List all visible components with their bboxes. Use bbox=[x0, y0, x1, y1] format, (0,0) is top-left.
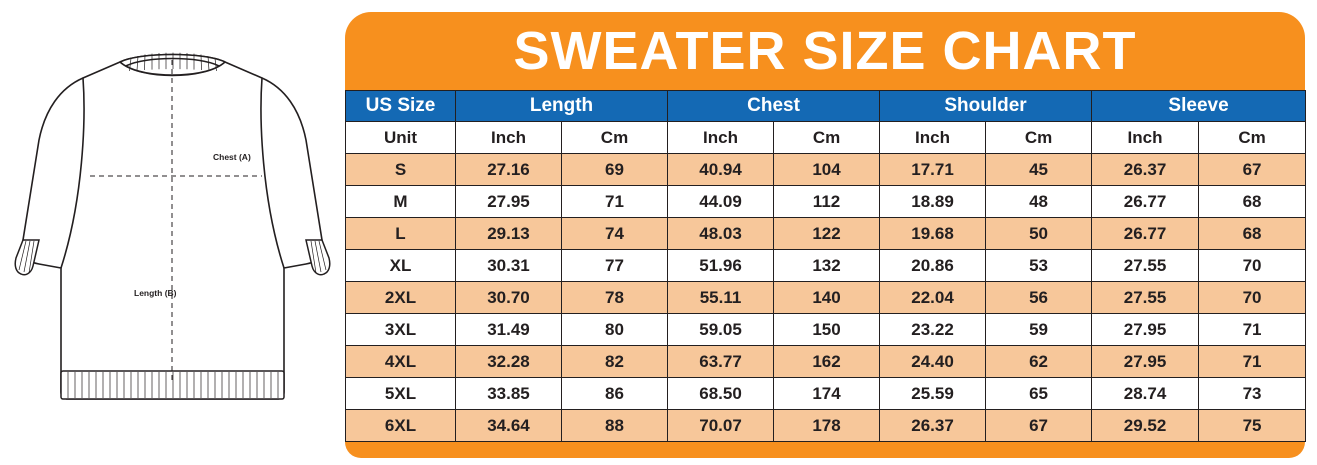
cell-sleeve-inch: 27.55 bbox=[1092, 250, 1199, 282]
cell-sleeve-inch: 27.95 bbox=[1092, 346, 1199, 378]
cell-sleeve-inch: 27.55 bbox=[1092, 282, 1199, 314]
cell-length-inch: 27.16 bbox=[456, 154, 562, 186]
table-row bbox=[346, 218, 1306, 250]
cell-sleeve-inch: 28.74 bbox=[1092, 378, 1199, 410]
cell-shoulder-cm: 53 bbox=[986, 250, 1092, 282]
chart-title-bar bbox=[345, 12, 1305, 90]
cell-sleeve-cm: 71 bbox=[1199, 314, 1306, 346]
table-row bbox=[346, 314, 1306, 346]
cell-chest-cm: 174 bbox=[774, 378, 880, 410]
cell-length-inch: 32.28 bbox=[456, 346, 562, 378]
cell-chest-inch: 63.77 bbox=[668, 346, 774, 378]
cell-sleeve-inch: 27.95 bbox=[1092, 314, 1199, 346]
cell-shoulder-cm: 56 bbox=[986, 282, 1092, 314]
group-header-us-size: US Size bbox=[346, 91, 456, 122]
cell-size: 2XL bbox=[346, 282, 456, 314]
cell-sleeve-cm: 70 bbox=[1199, 250, 1306, 282]
cell-shoulder-cm: 59 bbox=[986, 314, 1092, 346]
cell-length-inch: 30.31 bbox=[456, 250, 562, 282]
cell-shoulder-cm: 45 bbox=[986, 154, 1092, 186]
cell-length-inch: 27.95 bbox=[456, 186, 562, 218]
unit-cell: Inch bbox=[456, 122, 562, 154]
cell-sleeve-cm: 68 bbox=[1199, 186, 1306, 218]
cell-chest-inch: 48.03 bbox=[668, 218, 774, 250]
table-row bbox=[346, 250, 1306, 282]
cell-size: 4XL bbox=[346, 346, 456, 378]
table-row bbox=[346, 154, 1306, 186]
sweater-illustration bbox=[0, 0, 345, 465]
cell-chest-cm: 112 bbox=[774, 186, 880, 218]
chart-title: SWEATER SIZE CHART bbox=[513, 21, 1137, 81]
cell-length-cm: 69 bbox=[562, 154, 668, 186]
cell-chest-cm: 150 bbox=[774, 314, 880, 346]
sweater-drawing-svg bbox=[0, 0, 345, 465]
cell-shoulder-inch: 26.37 bbox=[880, 410, 986, 442]
cell-chest-cm: 122 bbox=[774, 218, 880, 250]
table-row bbox=[346, 378, 1306, 410]
group-header-chest: Chest bbox=[668, 91, 880, 122]
cell-shoulder-cm: 62 bbox=[986, 346, 1092, 378]
cell-sleeve-cm: 68 bbox=[1199, 218, 1306, 250]
unit-cell: Inch bbox=[668, 122, 774, 154]
length-measure-label: Length (B) bbox=[134, 288, 177, 298]
table-row bbox=[346, 346, 1306, 378]
chest-measure-label: Chest (A) bbox=[213, 152, 251, 162]
cell-shoulder-inch: 22.04 bbox=[880, 282, 986, 314]
cell-chest-cm: 162 bbox=[774, 346, 880, 378]
cell-length-cm: 71 bbox=[562, 186, 668, 218]
cell-size: S bbox=[346, 154, 456, 186]
cell-length-cm: 74 bbox=[562, 218, 668, 250]
chart-bottom-bar bbox=[345, 442, 1305, 458]
unit-cell: Cm bbox=[986, 122, 1092, 154]
cell-size: 6XL bbox=[346, 410, 456, 442]
cell-shoulder-inch: 18.89 bbox=[880, 186, 986, 218]
unit-cell: Cm bbox=[1199, 122, 1306, 154]
cell-chest-inch: 68.50 bbox=[668, 378, 774, 410]
cell-chest-cm: 132 bbox=[774, 250, 880, 282]
cell-shoulder-inch: 25.59 bbox=[880, 378, 986, 410]
size-chart-table bbox=[345, 90, 1306, 442]
cell-size: 3XL bbox=[346, 314, 456, 346]
cell-length-cm: 80 bbox=[562, 314, 668, 346]
cell-length-cm: 78 bbox=[562, 282, 668, 314]
cell-sleeve-cm: 70 bbox=[1199, 282, 1306, 314]
cell-shoulder-inch: 17.71 bbox=[880, 154, 986, 186]
cell-size: XL bbox=[346, 250, 456, 282]
cell-length-inch: 34.64 bbox=[456, 410, 562, 442]
cell-shoulder-inch: 24.40 bbox=[880, 346, 986, 378]
cell-sleeve-cm: 71 bbox=[1199, 346, 1306, 378]
cell-sleeve-cm: 75 bbox=[1199, 410, 1306, 442]
cell-chest-cm: 178 bbox=[774, 410, 880, 442]
cell-length-cm: 86 bbox=[562, 378, 668, 410]
unit-cell: Cm bbox=[562, 122, 668, 154]
cell-size: M bbox=[346, 186, 456, 218]
cell-size: 5XL bbox=[346, 378, 456, 410]
cell-chest-inch: 59.05 bbox=[668, 314, 774, 346]
table-row bbox=[346, 186, 1306, 218]
group-header-sleeve: Sleeve bbox=[1092, 91, 1306, 122]
cell-chest-inch: 44.09 bbox=[668, 186, 774, 218]
cell-sleeve-inch: 26.37 bbox=[1092, 154, 1199, 186]
table-row bbox=[346, 282, 1306, 314]
cell-chest-inch: 51.96 bbox=[668, 250, 774, 282]
unit-cell: Cm bbox=[774, 122, 880, 154]
cell-chest-cm: 104 bbox=[774, 154, 880, 186]
cell-chest-inch: 40.94 bbox=[668, 154, 774, 186]
cell-chest-inch: 70.07 bbox=[668, 410, 774, 442]
cell-shoulder-inch: 20.86 bbox=[880, 250, 986, 282]
cell-length-cm: 82 bbox=[562, 346, 668, 378]
unit-cell: Inch bbox=[1092, 122, 1199, 154]
group-header-length: Length bbox=[456, 91, 668, 122]
cell-chest-cm: 140 bbox=[774, 282, 880, 314]
table-row bbox=[346, 410, 1306, 442]
cell-length-inch: 29.13 bbox=[456, 218, 562, 250]
cell-sleeve-cm: 67 bbox=[1199, 154, 1306, 186]
cell-length-inch: 30.70 bbox=[456, 282, 562, 314]
cell-size: L bbox=[346, 218, 456, 250]
cell-length-inch: 33.85 bbox=[456, 378, 562, 410]
cell-sleeve-inch: 29.52 bbox=[1092, 410, 1199, 442]
cell-shoulder-cm: 65 bbox=[986, 378, 1092, 410]
size-chart-panel bbox=[345, 12, 1305, 458]
table-unit-row bbox=[346, 122, 1306, 154]
cell-shoulder-inch: 19.68 bbox=[880, 218, 986, 250]
unit-cell: Inch bbox=[880, 122, 986, 154]
cell-sleeve-inch: 26.77 bbox=[1092, 218, 1199, 250]
cell-chest-inch: 55.11 bbox=[668, 282, 774, 314]
table-group-header-row bbox=[346, 91, 1306, 122]
cell-shoulder-inch: 23.22 bbox=[880, 314, 986, 346]
cell-sleeve-cm: 73 bbox=[1199, 378, 1306, 410]
group-header-shoulder: Shoulder bbox=[880, 91, 1092, 122]
cell-shoulder-cm: 48 bbox=[986, 186, 1092, 218]
cell-length-cm: 77 bbox=[562, 250, 668, 282]
cell-shoulder-cm: 50 bbox=[986, 218, 1092, 250]
cell-length-inch: 31.49 bbox=[456, 314, 562, 346]
cell-sleeve-inch: 26.77 bbox=[1092, 186, 1199, 218]
cell-length-cm: 88 bbox=[562, 410, 668, 442]
unit-cell: Unit bbox=[346, 122, 456, 154]
cell-shoulder-cm: 67 bbox=[986, 410, 1092, 442]
